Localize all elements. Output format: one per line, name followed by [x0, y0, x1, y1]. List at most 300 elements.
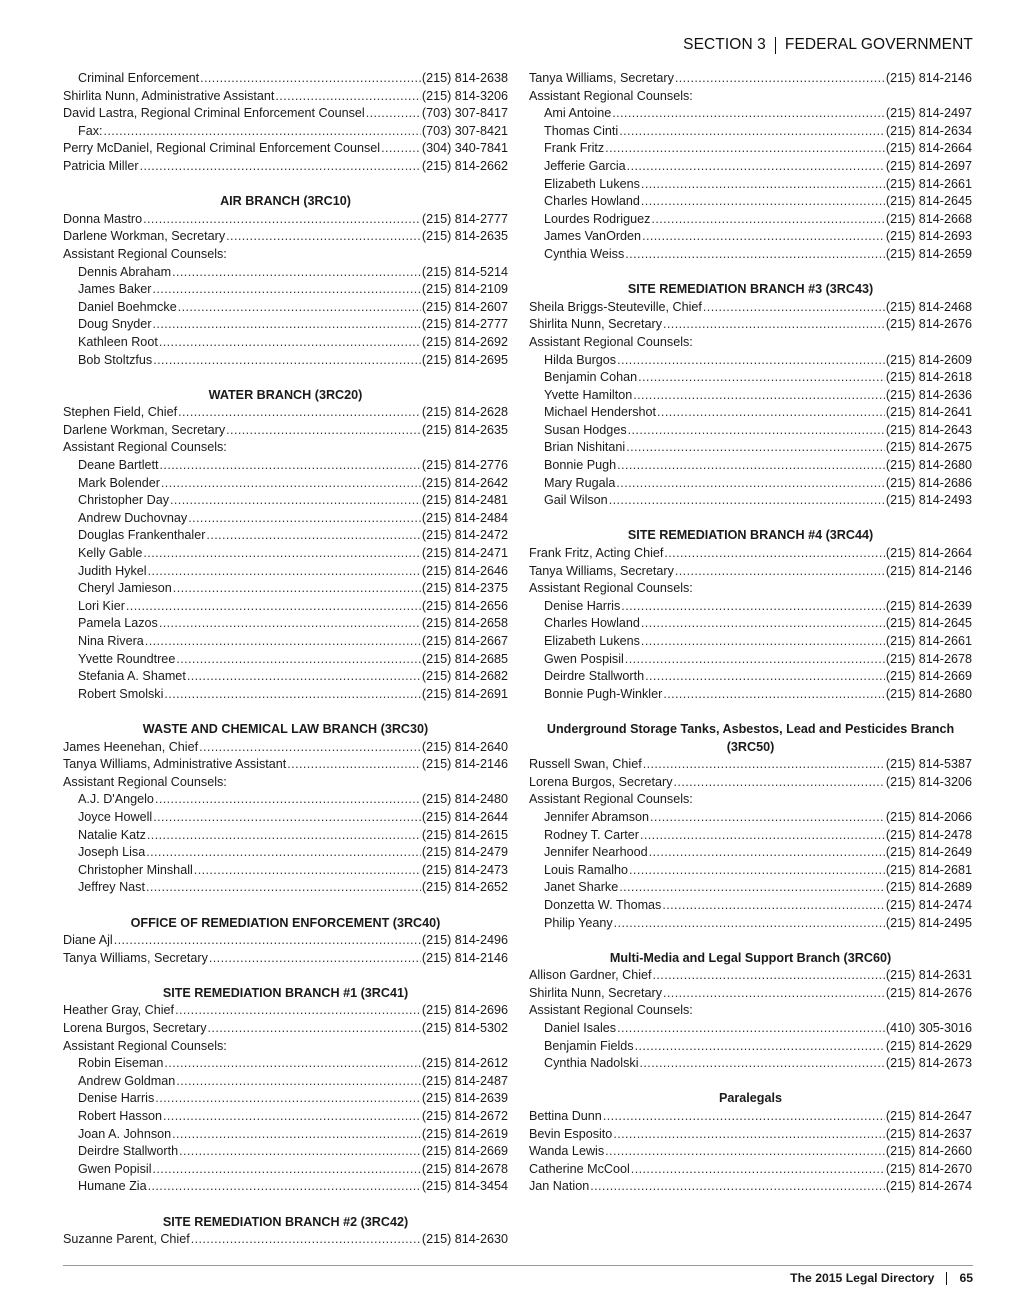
directory-entry — [529, 123, 972, 141]
entry-phone: (215) 814-2664 — [885, 141, 972, 156]
directory-entry — [529, 1020, 972, 1038]
dot-leader — [191, 1231, 421, 1249]
entry-name: Christopher Minshall — [78, 862, 193, 877]
entry-name: Yvette Hamilton — [544, 387, 633, 402]
entry-phone: (215) 814-2676 — [885, 317, 972, 332]
entry-phone: (215) 814-2478 — [885, 827, 972, 842]
entry-name: Bonnie Pugh — [544, 458, 617, 473]
dot-leader — [153, 352, 421, 370]
entry-name: James VanOrden — [544, 229, 642, 244]
entry-name: Andrew Goldman — [78, 1073, 176, 1088]
dot-leader — [625, 651, 885, 669]
left-column — [63, 70, 508, 1249]
directory-entry — [63, 1143, 508, 1161]
entry-phone: (215) 814-2662 — [421, 158, 508, 173]
directory-entry — [63, 1055, 508, 1073]
entry-phone: (215) 814-2635 — [421, 422, 508, 437]
directory-entry — [63, 844, 508, 862]
section-heading-site-remediation-branch-1-3rc41: SITE REMEDIATION BRANCH #1 (3RC41) — [162, 985, 409, 1000]
dot-leader — [159, 615, 421, 633]
directory-entry — [529, 1038, 972, 1056]
entry-phone: (215) 814-5387 — [885, 757, 972, 772]
directory-entry — [63, 686, 508, 704]
dot-leader — [703, 299, 885, 317]
entry-phone: (215) 814-3206 — [421, 88, 508, 103]
entry-phone: (215) 814-2670 — [885, 1161, 972, 1176]
entry-phone: (215) 814-2647 — [885, 1109, 972, 1124]
dot-leader — [674, 774, 885, 792]
directory-entry — [529, 651, 972, 669]
dot-leader — [153, 316, 421, 334]
entry-phone: (215) 814-2639 — [885, 598, 972, 613]
entry-phone: (215) 814-2493 — [885, 493, 972, 508]
dot-leader — [638, 369, 885, 387]
entry-phone: (215) 814-2375 — [421, 581, 508, 596]
dot-leader — [605, 1143, 885, 1161]
entry-name: Lori Kier — [78, 598, 125, 613]
entry-name: Douglas Frankenthaler — [78, 528, 206, 543]
group-label-text: Assistant Regional Counsels: — [529, 88, 693, 103]
entry-phone: (215) 814-2680 — [885, 686, 972, 701]
entry-phone: (215) 814-2146 — [885, 563, 972, 578]
entry-phone: (215) 814-2667 — [421, 634, 508, 648]
dot-leader — [614, 915, 885, 933]
entry-name: Benjamin Cohan — [544, 370, 638, 385]
entry-name: Joyce Howell — [78, 809, 153, 824]
dot-leader — [641, 176, 885, 194]
entry-phone: (215) 814-2678 — [885, 651, 972, 666]
entry-phone: (215) 814-2619 — [421, 1126, 508, 1141]
directory-entry — [63, 739, 508, 757]
entry-name: Cynthia Nadolski — [544, 1056, 639, 1071]
directory-entry — [529, 1055, 972, 1073]
directory-entry — [63, 475, 508, 493]
dot-leader — [650, 809, 885, 827]
directory-entry — [63, 316, 508, 334]
directory-entry — [63, 1161, 508, 1179]
dot-leader — [603, 1108, 885, 1126]
entry-phone: (215) 814-2607 — [421, 299, 508, 314]
directory-entry — [63, 1002, 508, 1020]
dot-leader — [155, 791, 421, 809]
entry-name: Elizabeth Lukens — [544, 176, 640, 191]
entry-name: Fax: — [78, 123, 103, 138]
entry-name: Jan Nation — [529, 1179, 590, 1194]
entry-name: Shirlita Nunn, Administrative Assistant — [63, 88, 275, 103]
section-label: SECTION 3 — [683, 36, 766, 53]
entry-phone: (215) 814-2109 — [421, 282, 508, 297]
entry-phone: (215) 814-2479 — [421, 845, 508, 860]
dot-leader — [164, 686, 420, 704]
entry-phone: (215) 814-2642 — [421, 475, 508, 490]
dot-leader — [160, 457, 421, 475]
dot-leader — [635, 1038, 885, 1056]
group-label — [529, 334, 972, 352]
entry-phone: (215) 814-2496 — [421, 933, 508, 948]
section-title: FEDERAL GOVERNMENT — [784, 36, 973, 53]
dot-leader — [617, 1020, 885, 1038]
entry-phone: (215) 814-2639 — [421, 1091, 508, 1106]
directory-entry — [63, 281, 508, 299]
directory-entry — [63, 1126, 508, 1144]
entry-phone: (215) 814-2146 — [421, 950, 508, 965]
entry-name: Lorena Burgos, Secretary — [63, 1021, 207, 1036]
entry-name: Joseph Lisa — [78, 845, 146, 860]
entry-name: Mary Rugala — [544, 475, 616, 490]
section-heading-underground-storage-tanks-asbestos-lead-and-pesticides-branch: Underground Storage Tanks, Asbestos, Lead and Pesticides Branch — [546, 721, 955, 736]
entry-phone: (215) 814-2680 — [885, 458, 972, 473]
entry-name: Shirlita Nunn, Secretary — [529, 317, 662, 332]
entry-name: Gwen Pospisil — [544, 651, 624, 666]
group-label — [529, 791, 972, 809]
dot-leader — [153, 281, 421, 299]
directory-entry — [529, 915, 972, 933]
dot-leader — [675, 563, 885, 581]
entry-name: David Lastra, Regional Criminal Enforcement Counsel — [63, 106, 365, 121]
entry-name: Robert Hasson — [78, 1109, 162, 1124]
dot-leader — [663, 316, 885, 334]
dot-leader — [617, 352, 885, 370]
dot-leader — [175, 1002, 421, 1020]
entry-phone: (215) 814-2661 — [885, 634, 972, 648]
dot-leader — [163, 1108, 421, 1126]
directory-entry — [63, 950, 508, 968]
section-heading-site-remediation-branch-3-3rc43: SITE REMEDIATION BRANCH #3 (3RC43) — [627, 282, 874, 297]
directory-entry — [529, 105, 972, 123]
entry-name: Diane Ajl — [63, 933, 113, 948]
dot-leader — [147, 827, 421, 845]
dot-leader — [275, 88, 420, 106]
group-label — [529, 580, 972, 598]
directory-entry — [529, 985, 972, 1003]
directory-entry — [63, 140, 508, 158]
entry-phone: (703) 307-8421 — [421, 123, 508, 138]
entry-phone: (215) 814-2487 — [421, 1073, 508, 1088]
dot-leader — [208, 1020, 421, 1038]
entry-phone: (215) 814-3454 — [421, 1179, 508, 1194]
directory-entry — [529, 1143, 972, 1161]
entry-name: Perry McDaniel, Regional Criminal Enforcement Counsel — [63, 141, 381, 156]
entry-name: Frank Fritz, Acting Chief — [529, 546, 664, 561]
entry-name: Ami Antoine — [544, 106, 612, 121]
entry-phone: (215) 814-2675 — [885, 440, 972, 455]
entry-name: Daniel Isales — [544, 1021, 617, 1036]
group-label — [529, 88, 972, 106]
publication-title: The 2015 Legal Directory — [790, 1271, 935, 1285]
entry-name: Heather Gray, Chief — [63, 1003, 175, 1018]
directory-entry — [63, 756, 508, 774]
dot-leader — [179, 1143, 421, 1161]
entry-phone: (215) 814-2615 — [421, 827, 508, 842]
entry-name: Jeffrey Nast — [78, 880, 145, 895]
entry-phone: (215) 814-2776 — [421, 458, 508, 473]
entry-phone: (215) 814-2689 — [885, 880, 972, 895]
entry-name: Philip Yeany — [544, 915, 613, 930]
dot-leader — [590, 1178, 885, 1196]
directory-entry — [63, 158, 508, 176]
entry-phone: (703) 307-8417 — [421, 106, 508, 121]
entry-name: Susan Hodges — [544, 422, 627, 437]
entry-phone: (304) 340-7841 — [421, 141, 508, 156]
entry-name: Lourdes Rodriguez — [544, 211, 651, 226]
dot-leader — [617, 457, 885, 475]
directory-entry — [63, 299, 508, 317]
entry-phone: (215) 814-2697 — [885, 158, 972, 173]
directory-entry — [63, 1231, 508, 1249]
directory-entry — [529, 422, 972, 440]
entry-name: Tanya Williams, Secretary — [529, 563, 674, 578]
section-heading-waste-and-chemical-law-branch-3rc30: WASTE AND CHEMICAL LAW BRANCH (3RC30) — [142, 721, 429, 736]
dot-leader — [640, 1055, 885, 1073]
group-label-text: Assistant Regional Counsels: — [63, 246, 227, 261]
group-label — [63, 246, 508, 264]
dot-leader — [641, 193, 885, 211]
header-divider — [775, 37, 776, 54]
group-label-text: Assistant Regional Counsels: — [529, 1003, 693, 1018]
entry-phone: (215) 814-2652 — [421, 880, 508, 895]
entry-phone: (215) 814-5302 — [421, 1021, 508, 1036]
directory-entry — [63, 352, 508, 370]
entry-phone: (215) 814-2629 — [885, 1038, 972, 1053]
entry-phone: (215) 814-2661 — [885, 176, 972, 191]
dot-leader — [148, 563, 421, 581]
dot-leader — [627, 158, 885, 176]
dot-leader — [153, 809, 421, 827]
directory-entry — [529, 862, 972, 880]
directory-entry — [63, 527, 508, 545]
dot-leader — [143, 211, 421, 229]
group-label — [63, 439, 508, 457]
directory-entry — [63, 105, 508, 123]
dot-leader — [206, 527, 420, 545]
entry-phone: (215) 814-3206 — [885, 774, 972, 789]
entry-phone: (215) 814-2658 — [421, 616, 508, 631]
directory-entry — [63, 211, 508, 229]
section-heading-site-remediation-branch-4-3rc44: SITE REMEDIATION BRANCH #4 (3RC44) — [627, 528, 874, 543]
entry-name: Jennifer Abramson — [544, 809, 650, 824]
directory-entry — [63, 1178, 508, 1196]
section-heading-3rc50: (3RC50) — [726, 739, 775, 754]
entry-phone: (215) 814-2669 — [885, 669, 972, 684]
entry-name: Sheila Briggs-Steuteville, Chief — [529, 299, 702, 314]
dot-leader — [200, 70, 421, 88]
entry-name: Charles Howland — [544, 194, 640, 209]
dot-leader — [662, 897, 885, 915]
dot-leader — [114, 932, 421, 950]
entry-name: Janet Sharke — [544, 880, 619, 895]
directory-entry — [529, 879, 972, 897]
entry-phone: (215) 814-2678 — [421, 1161, 508, 1176]
dot-leader — [628, 422, 885, 440]
entry-phone: (215) 814-2628 — [421, 405, 508, 420]
directory-entry — [529, 545, 972, 563]
dot-leader — [366, 105, 421, 123]
entry-phone: (215) 814-2777 — [421, 317, 508, 332]
directory-entry — [63, 1090, 508, 1108]
entry-name: Donna Mastro — [63, 211, 143, 226]
entry-name: Charles Howland — [544, 616, 640, 631]
dot-leader — [172, 1126, 421, 1144]
footer-rule — [63, 1265, 973, 1266]
directory-entry — [529, 844, 972, 862]
entry-phone: (215) 814-2696 — [421, 1003, 508, 1018]
section-heading-multi-media-and-legal-support-branch-3rc60: Multi-Media and Legal Support Branch (3RC60) — [609, 950, 892, 965]
dot-leader — [159, 334, 421, 352]
dot-leader — [663, 686, 885, 704]
dot-leader — [616, 475, 884, 493]
entry-phone: (215) 814-2659 — [885, 246, 972, 261]
dot-leader — [170, 492, 421, 510]
dot-leader — [155, 1090, 421, 1108]
section-heading-site-remediation-branch-2-3rc42: SITE REMEDIATION BRANCH #2 (3RC42) — [162, 1214, 409, 1229]
directory-entry — [529, 404, 972, 422]
directory-entry — [529, 228, 972, 246]
entry-name: Michael Hendershot — [544, 405, 657, 420]
entry-name: Cynthia Weiss — [544, 246, 625, 261]
entry-name: Stephen Field, Chief — [63, 405, 178, 420]
dot-leader — [173, 580, 421, 598]
entry-phone: (215) 814-2691 — [421, 686, 508, 701]
directory-entry — [529, 809, 972, 827]
directory-entry — [529, 211, 972, 229]
entry-phone: (215) 814-2695 — [421, 352, 508, 367]
dot-leader — [625, 246, 885, 264]
group-label — [63, 774, 508, 792]
directory-entry — [63, 615, 508, 633]
dot-leader — [145, 633, 421, 651]
entry-phone: (215) 814-2638 — [421, 71, 508, 85]
entry-phone: (215) 814-2640 — [421, 739, 508, 754]
dot-leader — [172, 264, 421, 282]
directory-entry — [529, 598, 972, 616]
entry-phone: (215) 814-2664 — [885, 546, 972, 561]
group-label-text: Assistant Regional Counsels: — [529, 334, 693, 349]
entry-name: Andrew Duchovnay — [78, 510, 188, 525]
entry-name: Nina Rivera — [78, 634, 144, 648]
dot-leader — [226, 228, 421, 246]
entry-phone: (215) 814-2471 — [421, 546, 508, 561]
entry-name: Elizabeth Lukens — [544, 634, 640, 648]
entry-phone: (215) 814-2686 — [885, 475, 972, 490]
directory-entry — [529, 827, 972, 845]
entry-phone: (215) 814-2612 — [421, 1056, 508, 1071]
entry-phone: (215) 814-2645 — [885, 194, 972, 209]
entry-phone: (215) 814-2634 — [885, 123, 972, 138]
dot-leader — [609, 492, 885, 510]
directory-entry — [63, 1073, 508, 1091]
dot-leader — [631, 1161, 885, 1179]
entry-name: Bettina Dunn — [529, 1109, 602, 1124]
entry-name: Yvette Roundtree — [78, 651, 176, 666]
directory-entry — [529, 176, 972, 194]
directory-entry — [63, 1020, 508, 1038]
dot-leader — [641, 633, 885, 651]
dot-leader — [613, 1126, 885, 1144]
directory-entry — [529, 492, 972, 510]
entry-name: Judith Hykel — [78, 563, 147, 578]
dot-leader — [104, 123, 421, 141]
directory-entry — [63, 264, 508, 282]
directory-entry — [529, 352, 972, 370]
dot-leader — [381, 140, 421, 158]
entry-name: Stefania A. Shamet — [78, 669, 186, 684]
dot-leader — [633, 387, 885, 405]
entry-name: Bonnie Pugh-Winkler — [544, 686, 663, 701]
entry-phone: (215) 814-2635 — [421, 229, 508, 244]
dot-leader — [226, 422, 421, 440]
directory-entry — [63, 1108, 508, 1126]
directory-entry — [529, 615, 972, 633]
entry-name: Tanya Williams, Administrative Assistant — [63, 757, 287, 772]
section-heading-paralegals: Paralegals — [718, 1091, 782, 1106]
entry-name: Deirdre Stallworth — [78, 1144, 179, 1159]
directory-entry — [529, 1126, 972, 1144]
entry-phone: (215) 814-2473 — [421, 862, 508, 877]
directory-entry — [63, 404, 508, 422]
dot-leader — [199, 739, 421, 757]
entry-name: Robin Eiseman — [78, 1056, 164, 1071]
dot-leader — [664, 545, 885, 563]
entry-name: Russell Swan, Chief — [529, 757, 642, 772]
entry-name: Louis Ramalho — [544, 862, 629, 877]
entry-phone: (215) 814-2646 — [421, 563, 508, 578]
directory-entry — [63, 668, 508, 686]
dot-leader — [188, 510, 421, 528]
directory-entry — [63, 457, 508, 475]
dot-leader — [619, 123, 885, 141]
page-footer — [790, 1271, 973, 1285]
entry-name: Joan A. Johnson — [78, 1126, 172, 1141]
entry-phone: (215) 814-2146 — [421, 757, 508, 772]
entry-phone: (215) 814-2630 — [421, 1232, 508, 1247]
directory-entry — [529, 967, 972, 985]
entry-phone: (215) 814-2484 — [421, 510, 508, 525]
entry-name: Doug Snyder — [78, 317, 152, 332]
dot-leader — [287, 756, 421, 774]
directory-entry — [63, 827, 508, 845]
dot-leader — [619, 879, 885, 897]
directory-entry — [63, 580, 508, 598]
dot-leader — [629, 862, 885, 880]
directory-entry — [63, 88, 508, 106]
entry-name: Kathleen Root — [78, 334, 158, 349]
dot-leader — [143, 545, 420, 563]
entry-phone: (215) 814-2676 — [885, 985, 972, 1000]
directory-entry — [529, 369, 972, 387]
entry-phone: (215) 814-2777 — [421, 211, 508, 226]
dot-leader — [178, 299, 421, 317]
entry-name: Allison Gardner, Chief — [529, 968, 652, 983]
entry-phone: (215) 814-2674 — [885, 1179, 972, 1194]
entry-phone: (215) 814-2480 — [421, 792, 508, 807]
directory-entry — [529, 316, 972, 334]
entry-phone: (215) 814-2631 — [885, 968, 972, 983]
directory-entry — [529, 686, 972, 704]
entry-name: Hilda Burgos — [544, 352, 617, 367]
directory-entry — [529, 756, 972, 774]
entry-phone: (215) 814-2497 — [885, 106, 972, 121]
dot-leader — [657, 404, 885, 422]
group-label — [63, 1038, 508, 1056]
group-label-text: Assistant Regional Counsels: — [529, 581, 693, 596]
dot-leader — [209, 950, 421, 968]
entry-name: Bob Stoltzfus — [78, 352, 153, 367]
entry-name: Jefferie Garcia — [544, 158, 626, 173]
entry-name: Humane Zia — [78, 1179, 147, 1194]
entry-name: Dennis Abraham — [78, 264, 172, 279]
entry-phone: (215) 814-2474 — [885, 897, 972, 912]
entry-phone: (215) 814-2681 — [885, 862, 972, 877]
